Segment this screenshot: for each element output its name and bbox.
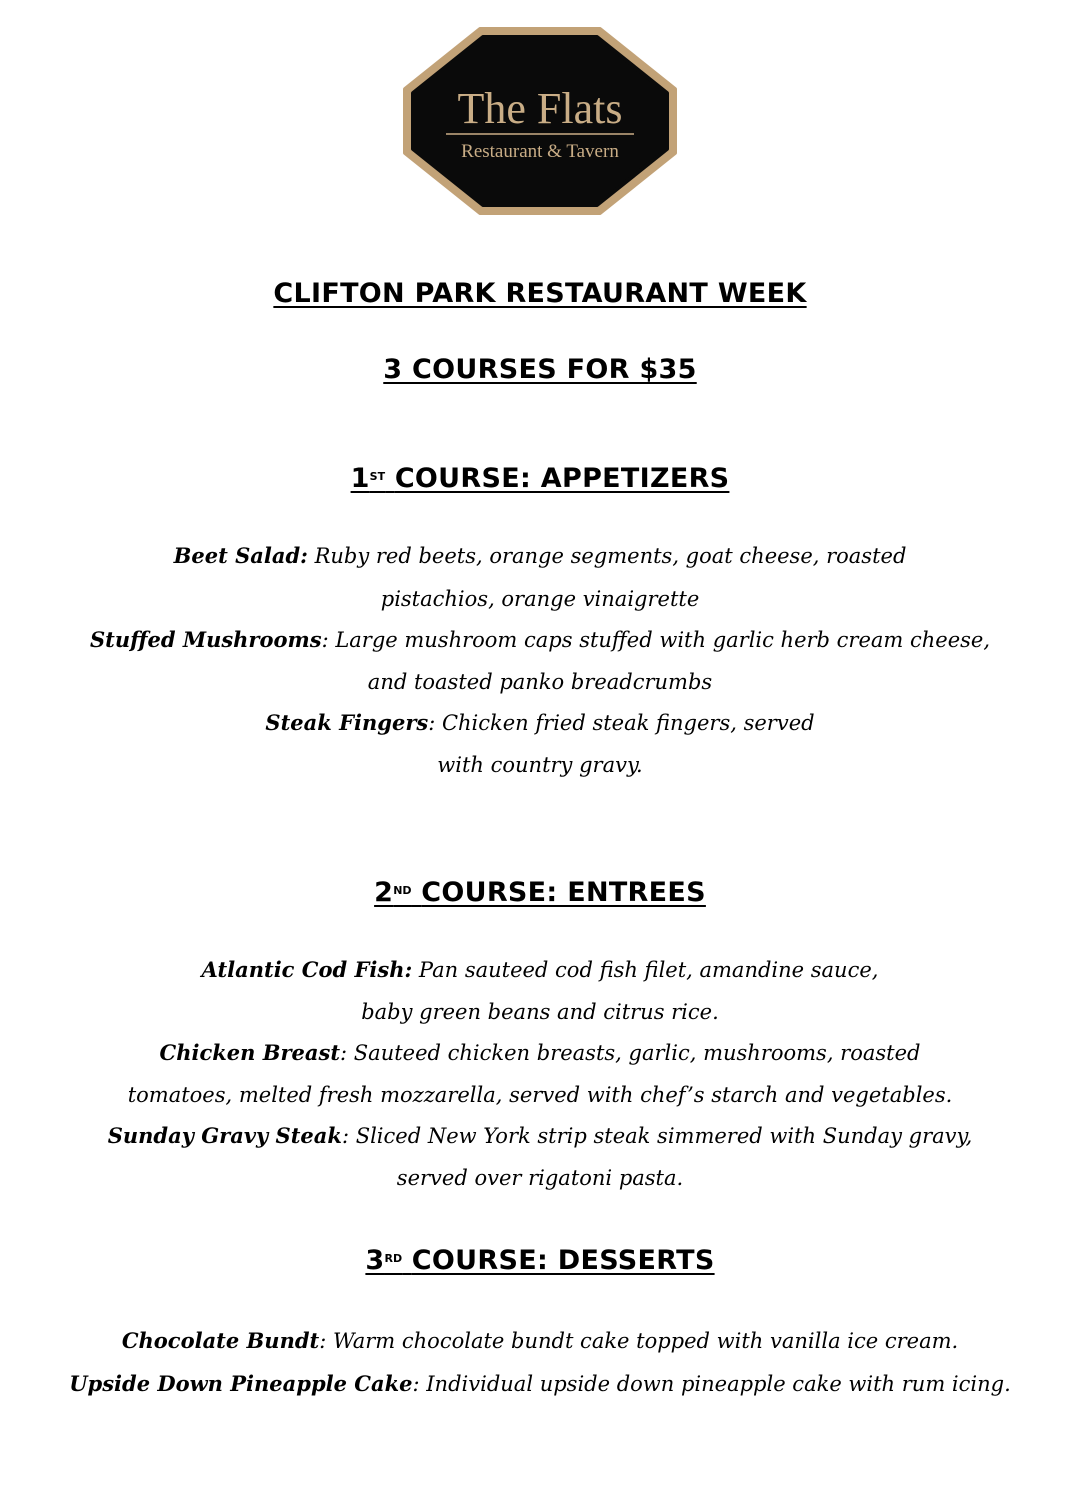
course-heading-appetizers bbox=[0, 462, 1080, 496]
menu-item-stuffed-mushrooms bbox=[0, 625, 1080, 655]
restaurant-logo bbox=[402, 26, 678, 216]
item-name: Chocolate Bundt bbox=[121, 1328, 320, 1353]
logo-tagline: Restaurant & Tavern bbox=[461, 141, 619, 162]
menu-item-stuffed-mushrooms-cont bbox=[0, 667, 1080, 697]
item-description: : Sauteed chicken breasts, garlic, mushrooms, roasted bbox=[340, 1041, 921, 1065]
menu-item-sunday-gravy-steak bbox=[0, 1121, 1080, 1151]
event-title-text: CLIFTON PARK RESTAURANT WEEK bbox=[273, 278, 807, 309]
item-description: : Large mushroom caps stuffed with garlic herb cream cheese, bbox=[321, 628, 991, 652]
course-heading-desserts bbox=[0, 1244, 1080, 1278]
menu-item-beet-salad-cont bbox=[0, 584, 1080, 614]
course-heading-entrees bbox=[0, 876, 1080, 910]
event-title bbox=[0, 277, 1080, 311]
item-description: Pan sauteed cod fish filet, amandine sauce, bbox=[412, 958, 879, 982]
item-name: Sunday Gravy Steak bbox=[107, 1123, 342, 1148]
course-number: 3 bbox=[365, 1245, 385, 1276]
menu-item-chocolate-bundt bbox=[0, 1326, 1080, 1356]
menu-item-sunday-gravy-steak-cont bbox=[0, 1163, 1080, 1193]
logo-name: The Flats bbox=[457, 84, 623, 133]
item-name: Stuffed Mushrooms bbox=[89, 627, 322, 652]
menu-item-pineapple-cake bbox=[0, 1369, 1080, 1399]
item-description: : Warm chocolate bundt cake topped with vanilla ice cream. bbox=[319, 1329, 959, 1353]
item-description-cont: baby green beans and citrus rice. bbox=[361, 1000, 719, 1024]
item-description-cont: with country gravy. bbox=[437, 753, 643, 777]
logo-badge bbox=[402, 26, 678, 216]
item-description-cont: tomatoes, melted fresh mozzarella, served with chef’s starch and vegetables. bbox=[127, 1083, 953, 1107]
menu-item-atlantic-cod-cont bbox=[0, 997, 1080, 1027]
course-ordinal: RD bbox=[384, 1252, 403, 1265]
course-number: 2 bbox=[374, 877, 394, 908]
course-ordinal: ST bbox=[369, 470, 386, 483]
menu-item-steak-fingers-cont bbox=[0, 750, 1080, 780]
course-number: 1 bbox=[350, 463, 370, 494]
item-description-cont: pistachios, orange vinaigrette bbox=[380, 587, 700, 611]
menu-item-chicken-breast bbox=[0, 1038, 1080, 1068]
item-description-cont: served over rigatoni pasta. bbox=[396, 1166, 684, 1190]
item-name: Beet Salad: bbox=[173, 543, 308, 568]
menu-item-chicken-breast-cont bbox=[0, 1080, 1080, 1110]
offer-text: 3 COURSES FOR $35 bbox=[383, 354, 697, 385]
item-name: Steak Fingers bbox=[265, 710, 429, 735]
course-label: COURSE: ENTREES bbox=[421, 877, 706, 908]
course-label: COURSE: DESSERTS bbox=[411, 1245, 715, 1276]
course-ordinal: ND bbox=[393, 884, 412, 897]
item-name: Atlantic Cod Fish: bbox=[201, 957, 413, 982]
item-name: Upside Down Pineapple Cake bbox=[69, 1371, 413, 1396]
menu-item-beet-salad bbox=[0, 541, 1080, 571]
menu-item-atlantic-cod bbox=[0, 955, 1080, 985]
item-name: Chicken Breast bbox=[159, 1040, 341, 1065]
item-description: : Individual upside down pineapple cake with rum icing. bbox=[412, 1372, 1011, 1396]
offer-heading bbox=[0, 353, 1080, 387]
item-description: : Sliced New York strip steak simmered with Sunday gravy, bbox=[341, 1124, 973, 1148]
course-label: COURSE: APPETIZERS bbox=[394, 463, 730, 494]
item-description-cont: and toasted panko breadcrumbs bbox=[367, 670, 713, 694]
item-description: Ruby red beets, orange segments, goat cheese, roasted bbox=[307, 544, 907, 568]
item-description: : Chicken fried steak fingers, served bbox=[428, 711, 815, 735]
menu-item-steak-fingers bbox=[0, 708, 1080, 738]
